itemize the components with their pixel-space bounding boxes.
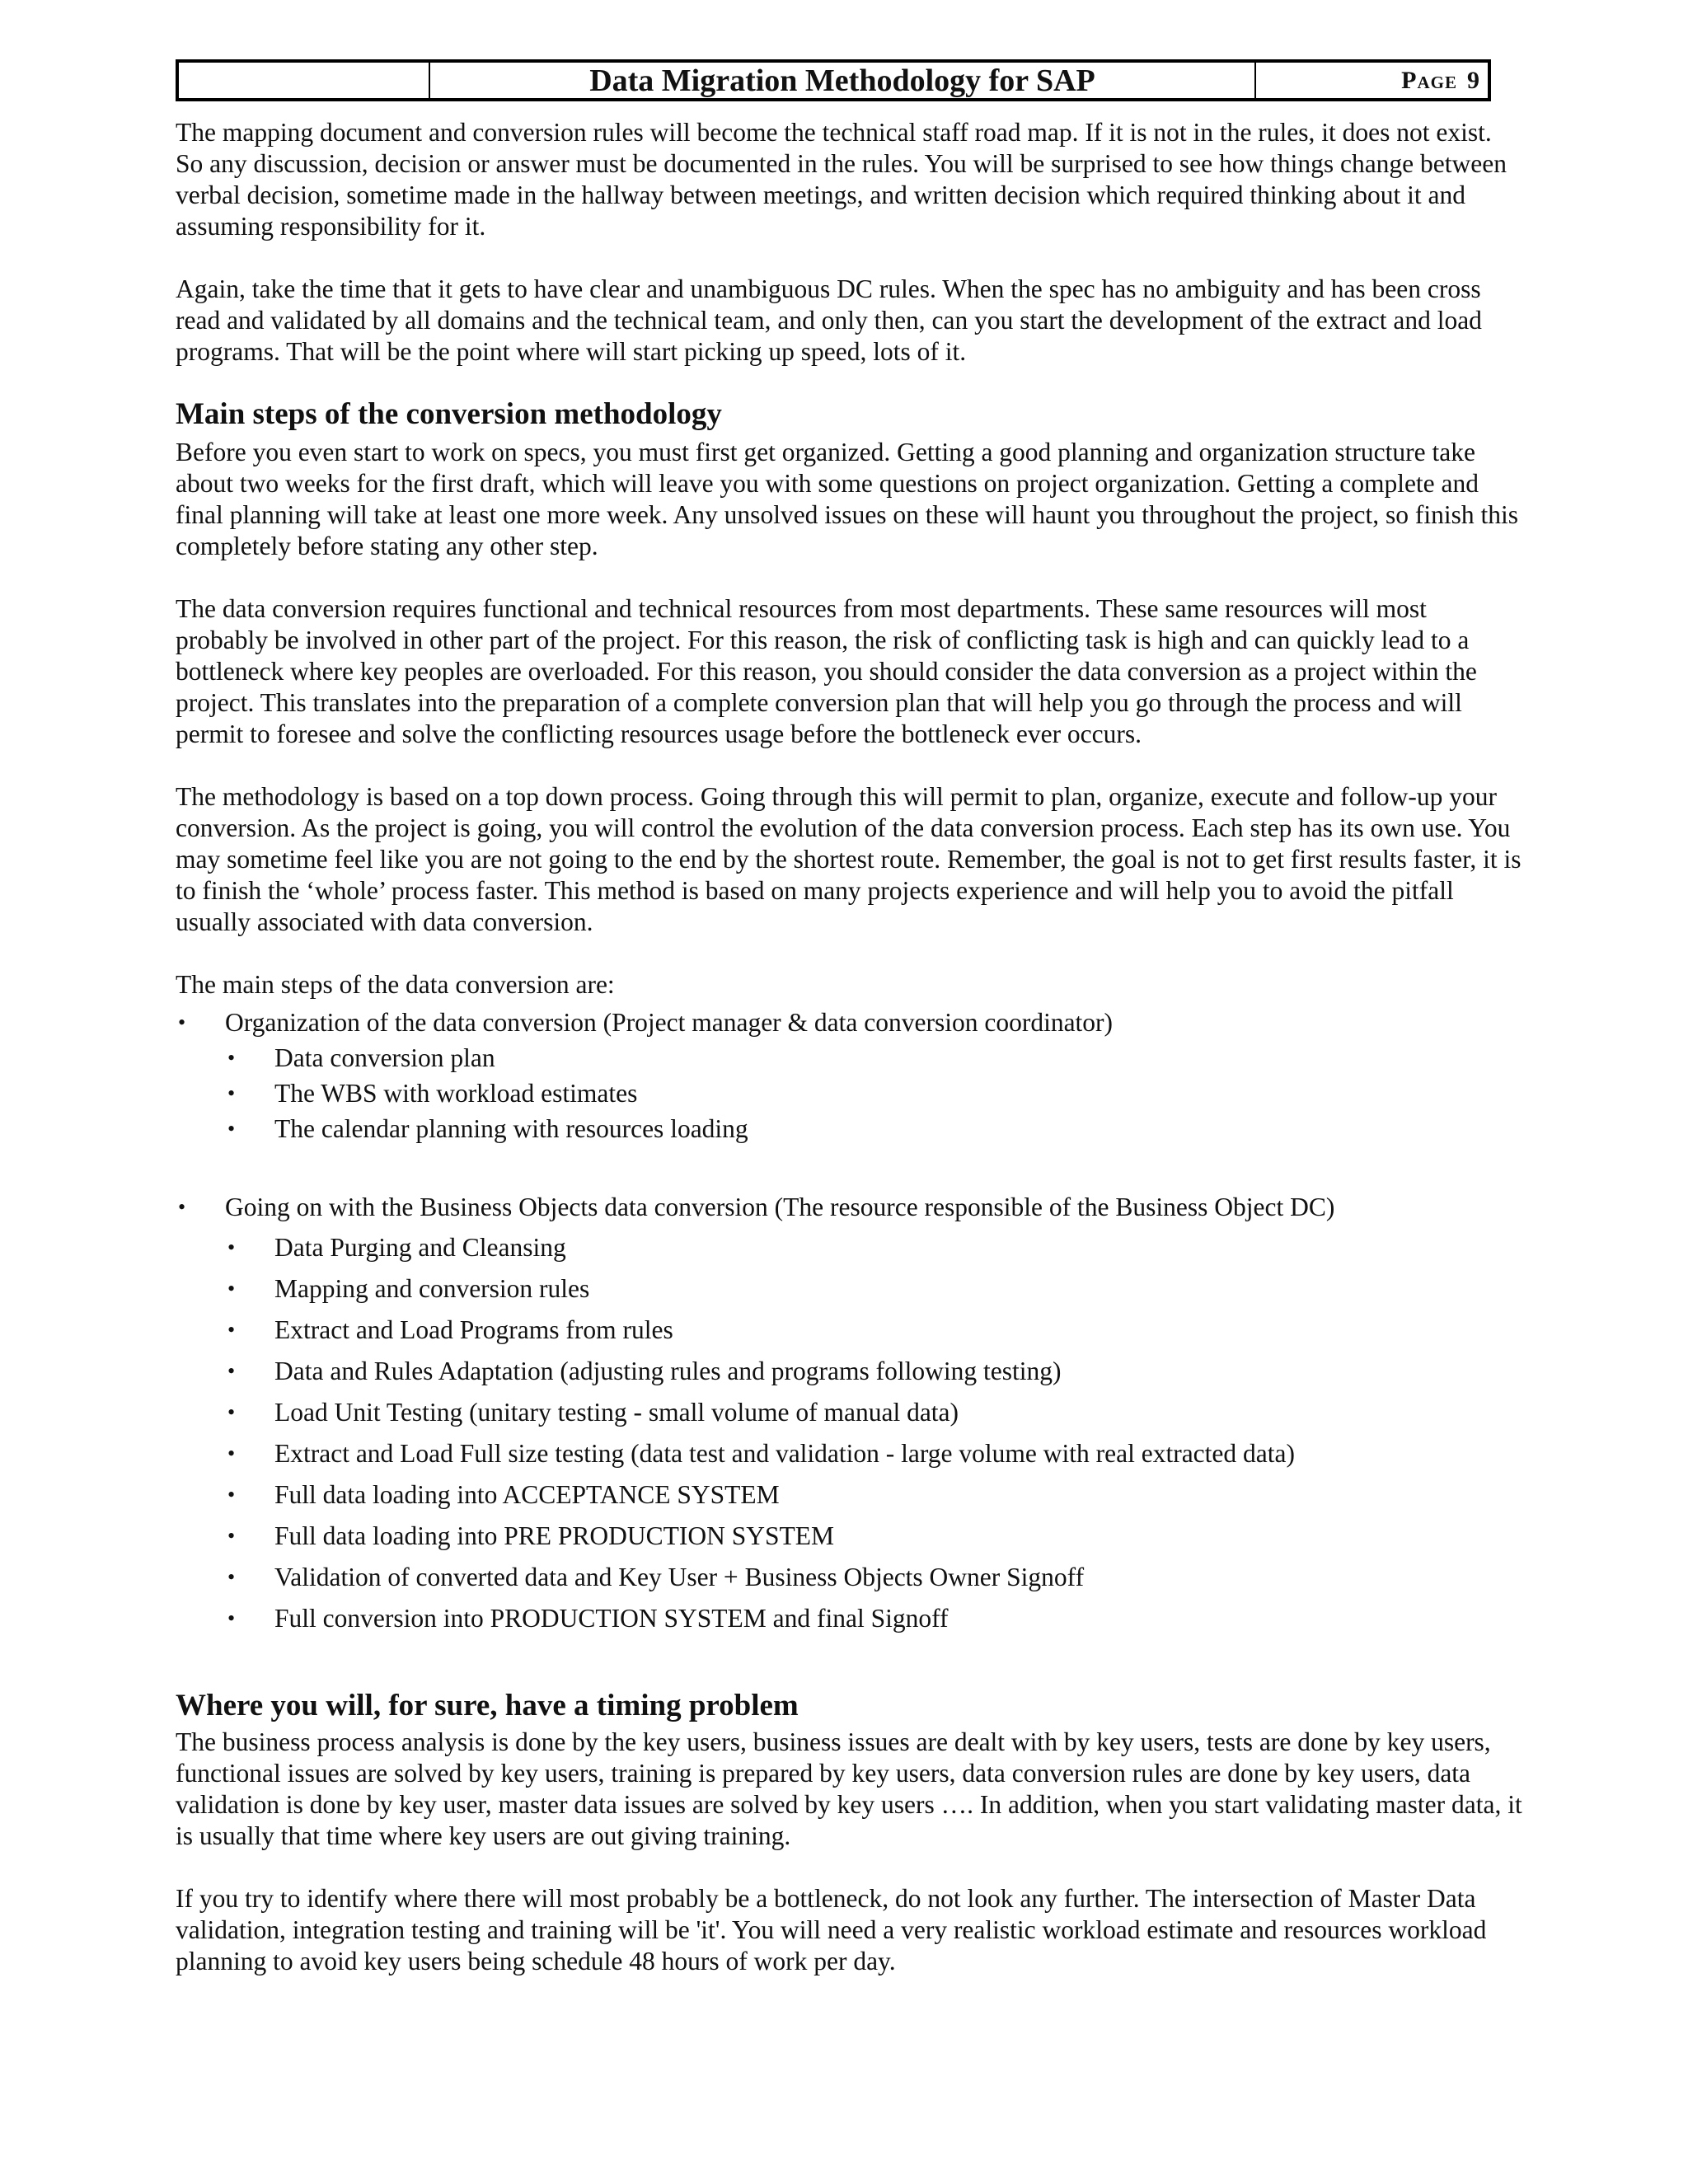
page-indicator	[1256, 63, 1488, 98]
page-label: Page	[1401, 66, 1457, 94]
page-header	[176, 59, 1491, 101]
bullet-icon: •	[227, 1318, 236, 1342]
bullet-icon: •	[227, 1606, 236, 1630]
list-item: • Data conversion plan	[176, 1040, 1524, 1076]
document-body	[176, 117, 1524, 1977]
list-item: • Mapping and conversion rules	[176, 1268, 1524, 1310]
steps-list-business-objects	[176, 1188, 1524, 1639]
paragraph: The mapping document and conversion rules will become the technical staff road map. If it is not in the rules, it does not exist. So any discussion, decision or answer must be documented in the rules. You will be surprised to see how things change between verbal decision, sometime made in the hallway between meetings, and written decision which required thinking about it and assuming responsibility for it.	[176, 118, 1507, 241]
bullet-icon: •	[227, 1046, 236, 1070]
paragraph: The data conversion requires functional and technical resources from most departments. These same resources will most probably be involved in other part of the project. For this reason, the risk of conflicting task is high and can quickly lead to a bottleneck where key peoples are overloaded. For this reason, you should consider the data conversion as a project within the project. This translates into the preparation of a complete conversion plan that will help you go through the process and will permit to foresee and solve the conflicting resources usage before the bottleneck ever occurs.	[176, 594, 1477, 748]
section-heading: Where you will, for sure, have a timing problem	[176, 1689, 799, 1722]
paragraph: The methodology is based on a top down process. Going through this will permit to plan, organize, execute and follow-up your conversion. As the project is going, you will control the evolution of the data conversion process. Each step has its own use. You may sometime feel like you are not going to the end by the shortest route. Remember, the goal is not to get first results faster, it is to finish the ‘whole’ process faster. This method is based on many projects experience and will help you to avoid the pitfall usually associated with data conversion.	[176, 782, 1522, 936]
bullet-icon: •	[227, 1117, 236, 1141]
list-item: • Extract and Load Programs from rules	[176, 1310, 1524, 1351]
list-item: • Data and Rules Adaptation (adjusting rules and programs following testing)	[176, 1351, 1524, 1392]
bullet-icon: •	[227, 1441, 236, 1465]
list-item: • The WBS with workload estimates	[176, 1076, 1524, 1111]
header-blank-cell	[179, 63, 430, 98]
list-item: • Data Purging and Cleansing	[176, 1227, 1524, 1268]
steps-list-organization	[176, 1005, 1524, 1146]
list-item: • The calendar planning with resources loading	[176, 1111, 1524, 1146]
document-title: Data Migration Methodology for SAP	[430, 63, 1256, 98]
bullet-icon: •	[227, 1483, 236, 1507]
list-item: • Load Unit Testing (unitary testing - small volume of manual data)	[176, 1392, 1524, 1433]
bullet-icon: •	[178, 1010, 186, 1034]
list-item: • Organization of the data conversion (Project manager & data conversion coordinator)	[176, 1005, 1524, 1040]
list-item: • Full data loading into ACCEPTANCE SYSTEM	[176, 1474, 1524, 1516]
section-heading: Main steps of the conversion methodology	[176, 397, 722, 431]
bullet-icon: •	[227, 1081, 236, 1105]
list-item: • Full data loading into PRE PRODUCTION SYSTEM	[176, 1516, 1524, 1557]
bullet-icon: •	[227, 1565, 236, 1589]
bullet-icon: •	[178, 1195, 186, 1219]
bullet-icon: •	[227, 1524, 236, 1548]
page-number: 9	[1467, 66, 1479, 94]
list-item: • Extract and Load Full size testing (data test and validation - large volume with real extracted data)	[176, 1433, 1524, 1474]
paragraph: The main steps of the data conversion are:	[176, 970, 615, 999]
paragraph: Again, take the time that it gets to have clear and unambiguous DC rules. When the spec has no ambiguity and has been cross read and validated by all domains and the technical team, and only then, can you start the development of the extract and load programs. That will be the point where will start picking up speed, lots of it.	[176, 274, 1482, 366]
paragraph: The business process analysis is done by the key users, business issues are dealt with by key users, tests are done by key users, functional issues are solved by key users, training is prepared by key users, data conversion rules are done by key users, data validation is done by key user, master data issues are solved by key users …. In addition, when you start validating master data, it is usually that time where key users are out giving training.	[176, 1727, 1522, 1850]
list-item: • Validation of converted data and Key User + Business Objects Owner Signoff	[176, 1557, 1524, 1598]
bullet-icon: •	[227, 1359, 236, 1383]
bullet-icon: •	[227, 1400, 236, 1424]
list-item: • Going on with the Business Objects data conversion (The resource responsible of the Business Object DC)	[176, 1188, 1524, 1227]
list-item: • Full conversion into PRODUCTION SYSTEM and final Signoff	[176, 1598, 1524, 1639]
paragraph: If you try to identify where there will most probably be a bottleneck, do not look any further. The intersection of Master Data validation, integration testing and training will be 'it'. You will need a very realistic workload estimate and resources workload planning to avoid key users being schedule 48 hours of work per day.	[176, 1884, 1487, 1975]
bullet-icon: •	[227, 1235, 236, 1259]
paragraph: Before you even start to work on specs, you must first get organized. Getting a good planning and organization structure take about two weeks for the first draft, which will leave you with some questions on project organization. Getting a complete and final planning will take at least one more week. Any unsolved issues on these will haunt you throughout the project, so finish this completely before stating any other step.	[176, 438, 1518, 560]
bullet-icon: •	[227, 1277, 236, 1301]
